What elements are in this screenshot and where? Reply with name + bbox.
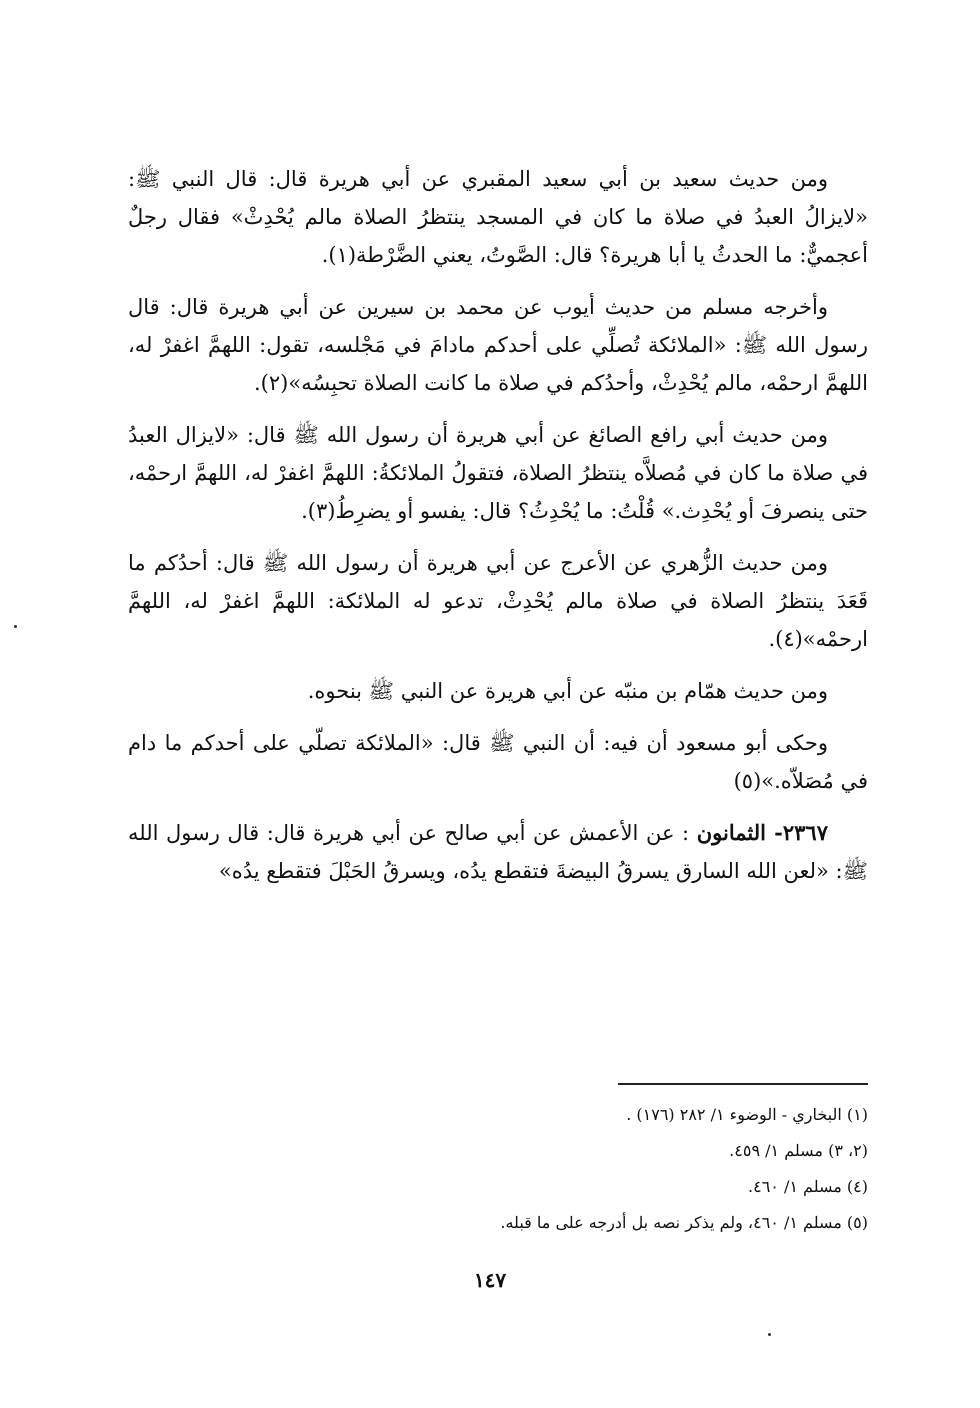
footnote-4: (٥) مسلم ١/ ٤٦٠، ولم يذكر نصه بل أدرجه على ما قبله. — [500, 1213, 868, 1232]
paragraph-6: وحكى أبو مسعود أن فيه: أن النبي ﷺ قال: «الملائكة تصلّي على أحدكم ما دام في مُصَلاّه.»(٥) — [128, 731, 868, 793]
scan-speck — [768, 1333, 771, 1336]
footnote-divider — [618, 1083, 868, 1085]
hadith-text: : عن الأعمش عن أبي صالح عن أبي هريرة قال: قال رسول الله ﷺ: «لعن الله السارق يسرقُ البيضةَ فتقطع يدُه، ويسرقُ الحَبْلَ فتقطع يدُه» — [128, 821, 868, 883]
body-text — [128, 160, 868, 890]
page-number: ١٤٧ — [473, 1268, 507, 1292]
paragraph-1: ومن حديث سعيد بن أبي سعيد المقبري عن أبي هريرة قال: قال النبي ﷺ: «لايزالُ العبدُ في صلاة ما كان في المسجد ينتظرُ الصلاة مالم يُحْدِثْ» فقال رجلٌ أعجميٌّ: ما الحدثُ يا أبا هريرة؟ قال: الصَّوتُ، يعني الضَّرْطة(١). — [128, 167, 868, 267]
paragraph-4: ومن حديث الزُّهري عن الأعرج عن أبي هريرة أن رسول الله ﷺ قال: أحدُكم ما قَعَدَ ينتظرُ الصلاة في صلاة مالم يُحْدِثْ، تدعو له الملائكة: اللهمَّ اغفرْ له، اللهمَّ ارحمْه»(٤). — [128, 551, 868, 651]
paragraph-2: وأخرجه مسلم من حديث أيوب عن محمد بن سيرين عن أبي هريرة قال: قال رسول الله ﷺ: «الملائكة تُصلِّي على أحدكم مادامَ في مَجْلسه، تقول: اللهمَّ اغفرْ له، اللهمَّ ارحمْه، مالم يُحْدِثْ، وأحدُكم في صلاة ما كانت الصلاة تحبِسُه»(٢). — [128, 295, 868, 395]
paragraph-3: ومن حديث أبي رافع الصائغ عن أبي هريرة أن رسول الله ﷺ قال: «لايزال العبدُ في صلاة ما كان في مُصلاَّه ينتظرُ الصلاة، فتقولُ الملائكةُ: اللهمَّ اغفرْ له، اللهمَّ ارحمْه، حتى ينصرفَ أو يُحْدِث.» قُلْتُ: ما يُحْدِثُ؟ قال: يفسو أو يضرِطُ(٣). — [128, 423, 868, 523]
scan-speck — [14, 625, 17, 628]
footnote-1: (١) البخاري - الوضوء ١/ ٢٨٢ (١٧٦) . — [626, 1105, 868, 1124]
footnote-3: (٤) مسلم ١/ ٤٦٠. — [748, 1177, 868, 1196]
paragraph-5: ومن حديث همّام بن منبّه عن أبي هريرة عن النبي ﷺ بنحوه. — [307, 679, 828, 703]
footnote-2: (٢، ٣) مسلم ١/ ٤٥٩. — [729, 1141, 868, 1160]
hadith-number-label: ٢٣٦٧- الثمانون — [696, 820, 828, 845]
paragraph-7 — [128, 814, 868, 890]
footnotes — [128, 1097, 868, 1241]
